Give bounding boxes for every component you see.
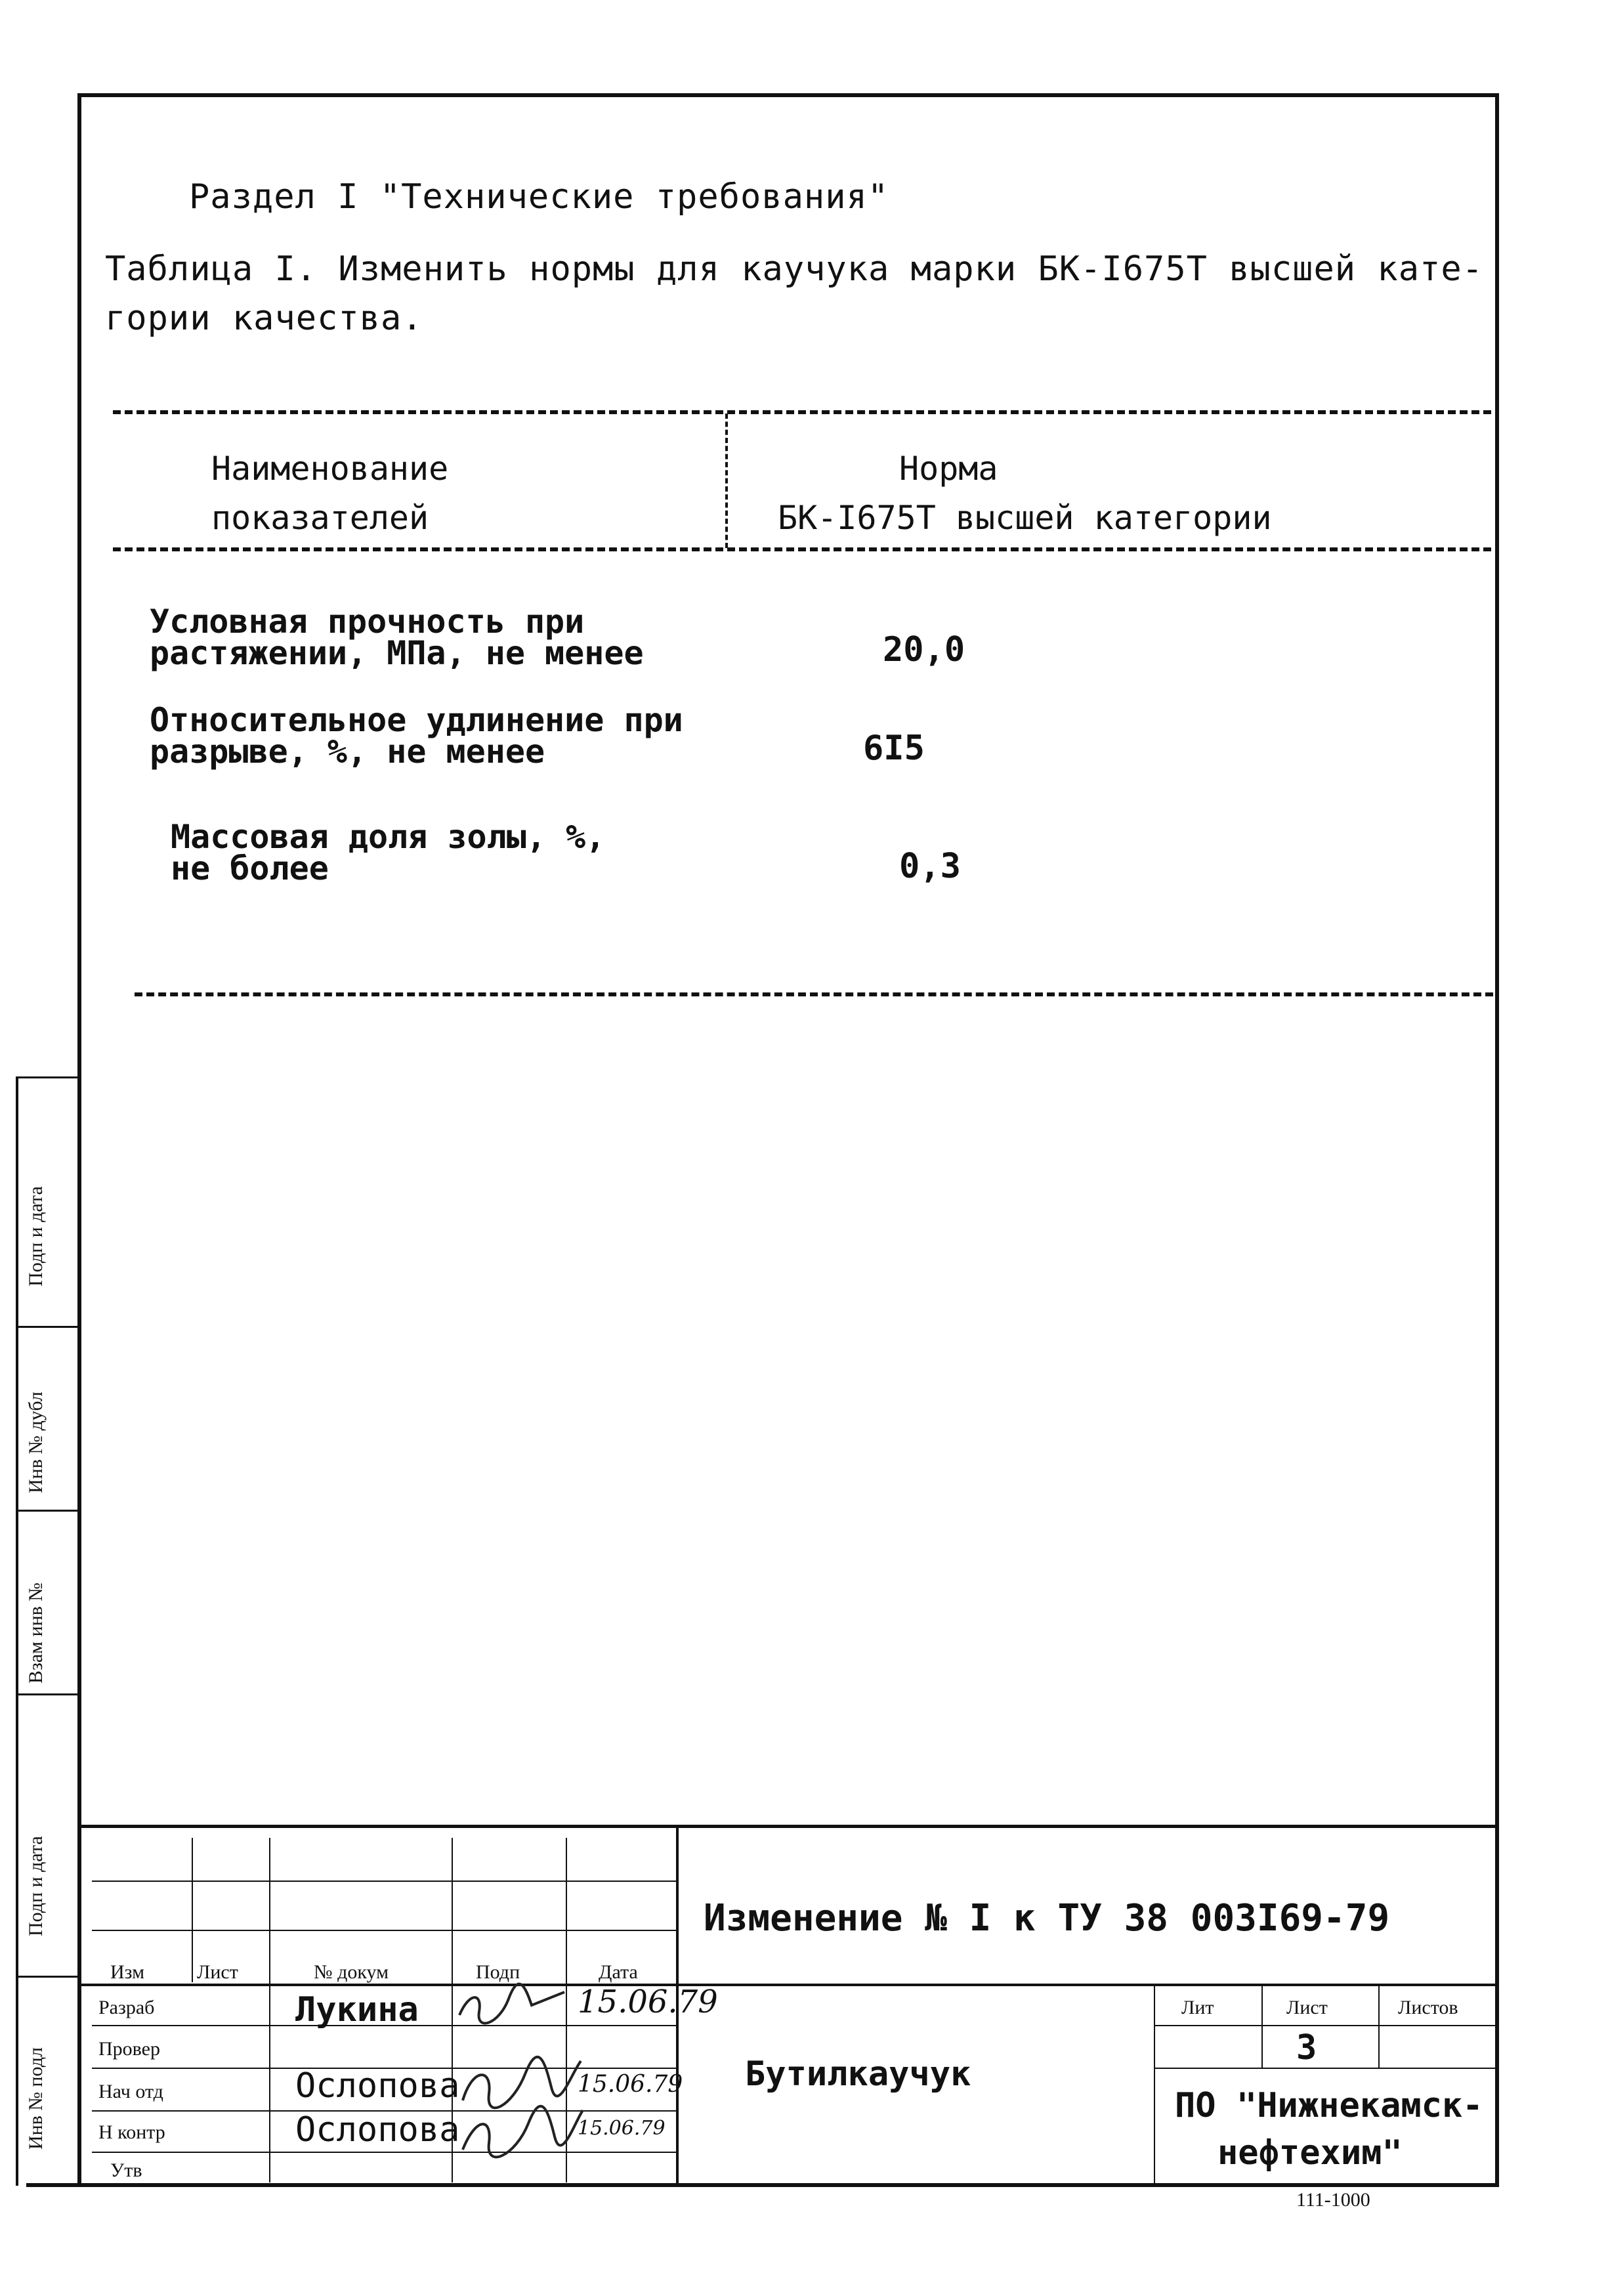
role-dept-head: Нач отд <box>98 2081 163 2102</box>
side-strip-divider-3 <box>16 1510 81 1512</box>
sheets-label: Листов <box>1398 1997 1458 2018</box>
table-row-2-value: 6I5 <box>863 729 925 768</box>
col-header-change: Изм <box>110 1961 145 1983</box>
side-label-sign-date-2: Подп и дата <box>25 1836 47 1936</box>
sheet-label: Лист <box>1286 1997 1328 2018</box>
frame-top-border <box>77 93 1496 97</box>
sheet-number: 3 <box>1296 2028 1317 2068</box>
side-label-inv-dup: Инв № дубл <box>25 1392 47 1493</box>
title-block-top-border <box>81 1825 1499 1828</box>
side-label-sign-date-1: Подп и дата <box>25 1186 47 1286</box>
signature-norm-control <box>453 2100 584 2159</box>
organization-line2: нефтехим" <box>1217 2133 1403 2173</box>
col-header-doc-number: № докум <box>314 1961 389 1983</box>
role-norm-control: Н контр <box>98 2121 165 2143</box>
name-checker: Ослопова <box>295 2066 460 2106</box>
table-row-1-value: 20,0 <box>883 630 965 670</box>
title-block-mid-border <box>81 1984 1499 1986</box>
table-caption-line2: гории качества. <box>105 299 423 338</box>
side-strip-left-border <box>16 1076 18 2186</box>
frame-left-border <box>77 93 81 2186</box>
grid-hline-6 <box>92 2152 676 2153</box>
table-bottom-rule <box>135 992 1493 996</box>
info-vline-1 <box>1261 1986 1263 2068</box>
table-row-2-name-line1: Относительное удлинение при <box>150 701 683 739</box>
header-name-line2: показателей <box>211 499 429 537</box>
grid-vline-1 <box>192 1838 193 1982</box>
col-header-date: Дата <box>599 1961 638 1983</box>
info-vline-left <box>1154 1986 1155 2183</box>
col-header-signature: Подп <box>476 1961 520 1983</box>
side-label-replace-inv: Взам инв № <box>25 1582 47 1684</box>
role-developer: Разраб <box>98 1997 155 2018</box>
table-header-rule <box>113 547 1491 551</box>
info-hline-1 <box>1154 2025 1495 2026</box>
grid-vline-2 <box>269 1838 270 2182</box>
side-strip-divider-2 <box>16 1326 81 1328</box>
side-strip-divider-4 <box>16 1693 81 1695</box>
side-strip-divider-5 <box>16 1976 81 1978</box>
grid-hline-1 <box>92 1881 676 1882</box>
form-code: 111-1000 <box>1296 2189 1370 2211</box>
lit-label: Лит <box>1181 1997 1214 2018</box>
table-row-1-name-line2: растяжении, МПа, не менее <box>150 634 644 672</box>
name-developer: Лукина <box>295 1990 419 2030</box>
change-title: Изменение № I к ТУ 38 003I69-79 <box>704 1897 1390 1940</box>
header-norm-line1: Норма <box>899 450 998 488</box>
table-row-3-name-line2: не более <box>171 849 329 887</box>
frame-right-border <box>1495 93 1499 2187</box>
side-label-inv-orig: Инв № подл <box>25 2047 47 2150</box>
col-header-sheet: Лист <box>197 1961 238 1983</box>
header-name-line1: Наименование <box>211 450 449 488</box>
grid-hline-2 <box>92 1930 676 1931</box>
table-row-3-value: 0,3 <box>899 847 961 886</box>
info-vline-2 <box>1378 1986 1380 2068</box>
signature-developer <box>453 1979 571 2031</box>
date-norm-control: 15.06.79 <box>578 2117 666 2140</box>
role-checker: Провер <box>98 2038 160 2060</box>
table-column-divider <box>725 414 728 548</box>
role-approver: Утв <box>110 2159 142 2181</box>
date-checker: 15.06.79 <box>578 2071 683 2098</box>
name-norm-control: Ослопова <box>295 2110 460 2150</box>
header-norm-line2: БК-I675Т высшей категории <box>778 499 1272 537</box>
table-top-rule <box>113 410 1491 414</box>
table-row-1-name-line1: Условная прочность при <box>150 603 585 641</box>
table-caption-line1: Таблица I. Изменить нормы для каучука марки БК-I675Т высшей кате- <box>105 249 1483 289</box>
date-developer: 15.06.79 <box>578 1984 718 2020</box>
product-name: Бутилкаучук <box>745 2054 971 2094</box>
table-row-2-name-line2: разрыве, %, не менее <box>150 733 545 771</box>
table-row-3-name-line1: Массовая доля золы, %, <box>171 818 606 856</box>
frame-bottom-border <box>26 2183 1499 2187</box>
side-strip-divider-1 <box>16 1076 81 1078</box>
organization-line1: ПО "Нижнекамск- <box>1175 2086 1483 2125</box>
info-hline-2 <box>1154 2068 1495 2069</box>
section-title: Раздел I "Технические требования" <box>189 177 889 217</box>
